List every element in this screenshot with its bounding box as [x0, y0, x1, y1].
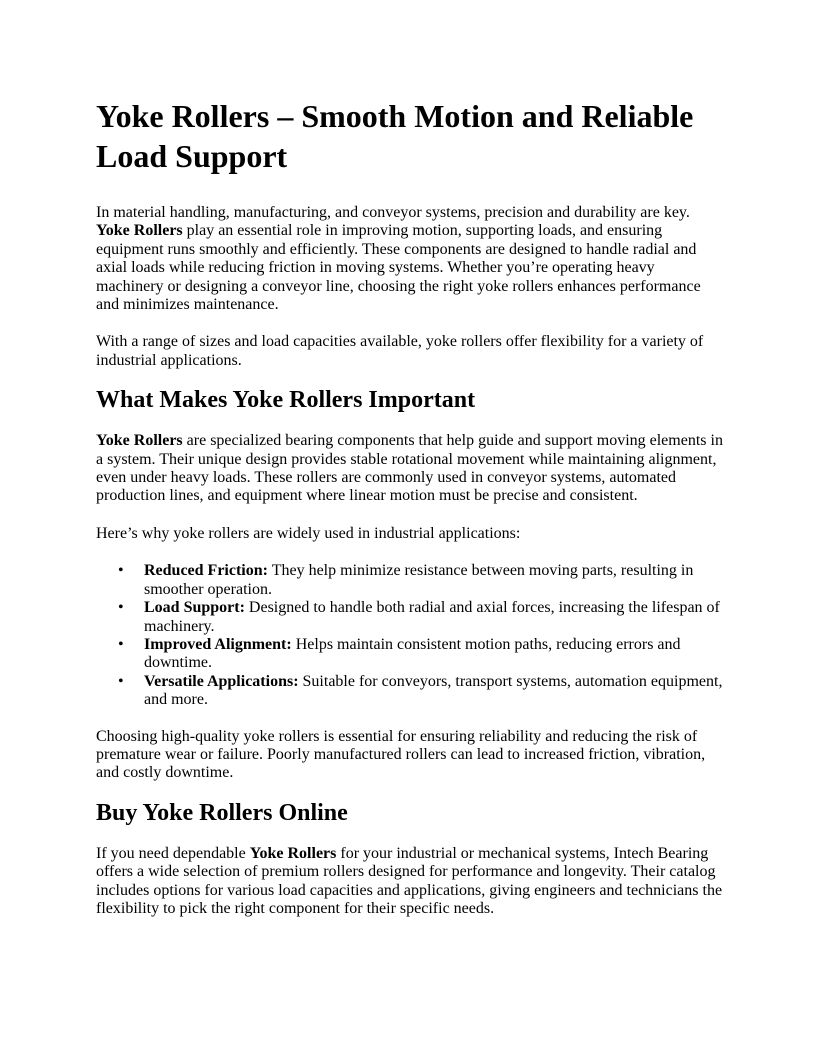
list-item-label: Versatile Applications:: [144, 672, 299, 690]
list-item: [118, 635, 726, 673]
list-item: [118, 599, 726, 636]
list-item-label: Load Support:: [144, 599, 245, 617]
important-bold-term: Yoke Rollers: [96, 432, 183, 450]
section-heading-buy: Buy Yoke Rollers Online: [96, 799, 348, 826]
document-page: [96, 96, 726, 936]
buy-paragraph: [96, 845, 726, 919]
page-title: Yoke Rollers – Smooth Motion and Reliable Load Support: [96, 98, 694, 174]
bullet-marker: •: [118, 635, 124, 653]
buy-text-start: If you need dependable: [96, 844, 250, 862]
buy-text-rest: for your industrial or mechanical systems, Intech Bearing offers a wide selection of premium rollers designed for performance and longevity. Their catalog includes options for various load capacities and applications, giving engineers and technicians the flexibility to pick the right component for their specific needs.: [96, 844, 723, 917]
buy-bold-term: Yoke Rollers: [249, 844, 337, 862]
list-item-text: Suitable for conveyors, transport systems, automation equipment, and more.: [144, 672, 723, 709]
intro-text-rest: play an essential role in improving motion, supporting loads, and ensuring equipment runs smoothly and efficiently. These components are designed to handle radial and axial loads while reducing friction in moving systems. Whether you’re operating heavy machinery or designing a conveyor line, choosing the right yoke rollers enhances performance and minimizes maintenance.: [96, 222, 701, 314]
why-paragraph: Here’s why yoke rollers are widely used in industrial applications:: [96, 524, 521, 542]
intro-paragraph: [96, 204, 726, 314]
bullet-marker: •: [118, 599, 124, 617]
list-item-text: They help minimize resistance between moving parts, resulting in smoother operation.: [144, 562, 694, 598]
important-text: are specialized bearing components that help guide and support moving elements in a system. Their unique design provides stable rotational movement while maintaining alignment, even under heavy loads. These rollers are commonly used in conveyor systems, automated production lines, and equipment where linear motion must be precise and consistent.: [96, 432, 723, 505]
list-item-text: Helps maintain consistent motion paths, reducing errors and downtime.: [144, 635, 681, 672]
important-paragraph: [96, 432, 726, 506]
list-item-text: Designed to handle both radial and axial forces, increasing the lifespan of machinery.: [144, 599, 720, 635]
bullet-marker: •: [118, 672, 124, 690]
choosing-paragraph: Choosing high-quality yoke rollers is essential for ensuring reliability and reducing the risk of premature wear or failure. Poorly manufactured rollers can lead to increased friction, vibration, and costly downtime.: [96, 727, 706, 782]
intro-bold-term: Yoke Rollers: [96, 222, 183, 240]
list-item: [118, 562, 726, 599]
list-item-label: Reduced Friction:: [144, 562, 268, 580]
list-item: [118, 672, 726, 710]
benefits-list: [96, 562, 726, 709]
section-heading-important: What Makes Yoke Rollers Important: [96, 387, 476, 414]
intro-paragraph-2: With a range of sizes and load capacities available, yoke rollers offer flexibility for a variety of industrial applications.: [96, 333, 704, 369]
list-item-label: Improved Alignment:: [144, 635, 292, 653]
intro-text-start: In material handling, manufacturing, and conveyor systems, precision and durability are key.: [96, 204, 690, 221]
bullet-marker: •: [118, 562, 124, 580]
